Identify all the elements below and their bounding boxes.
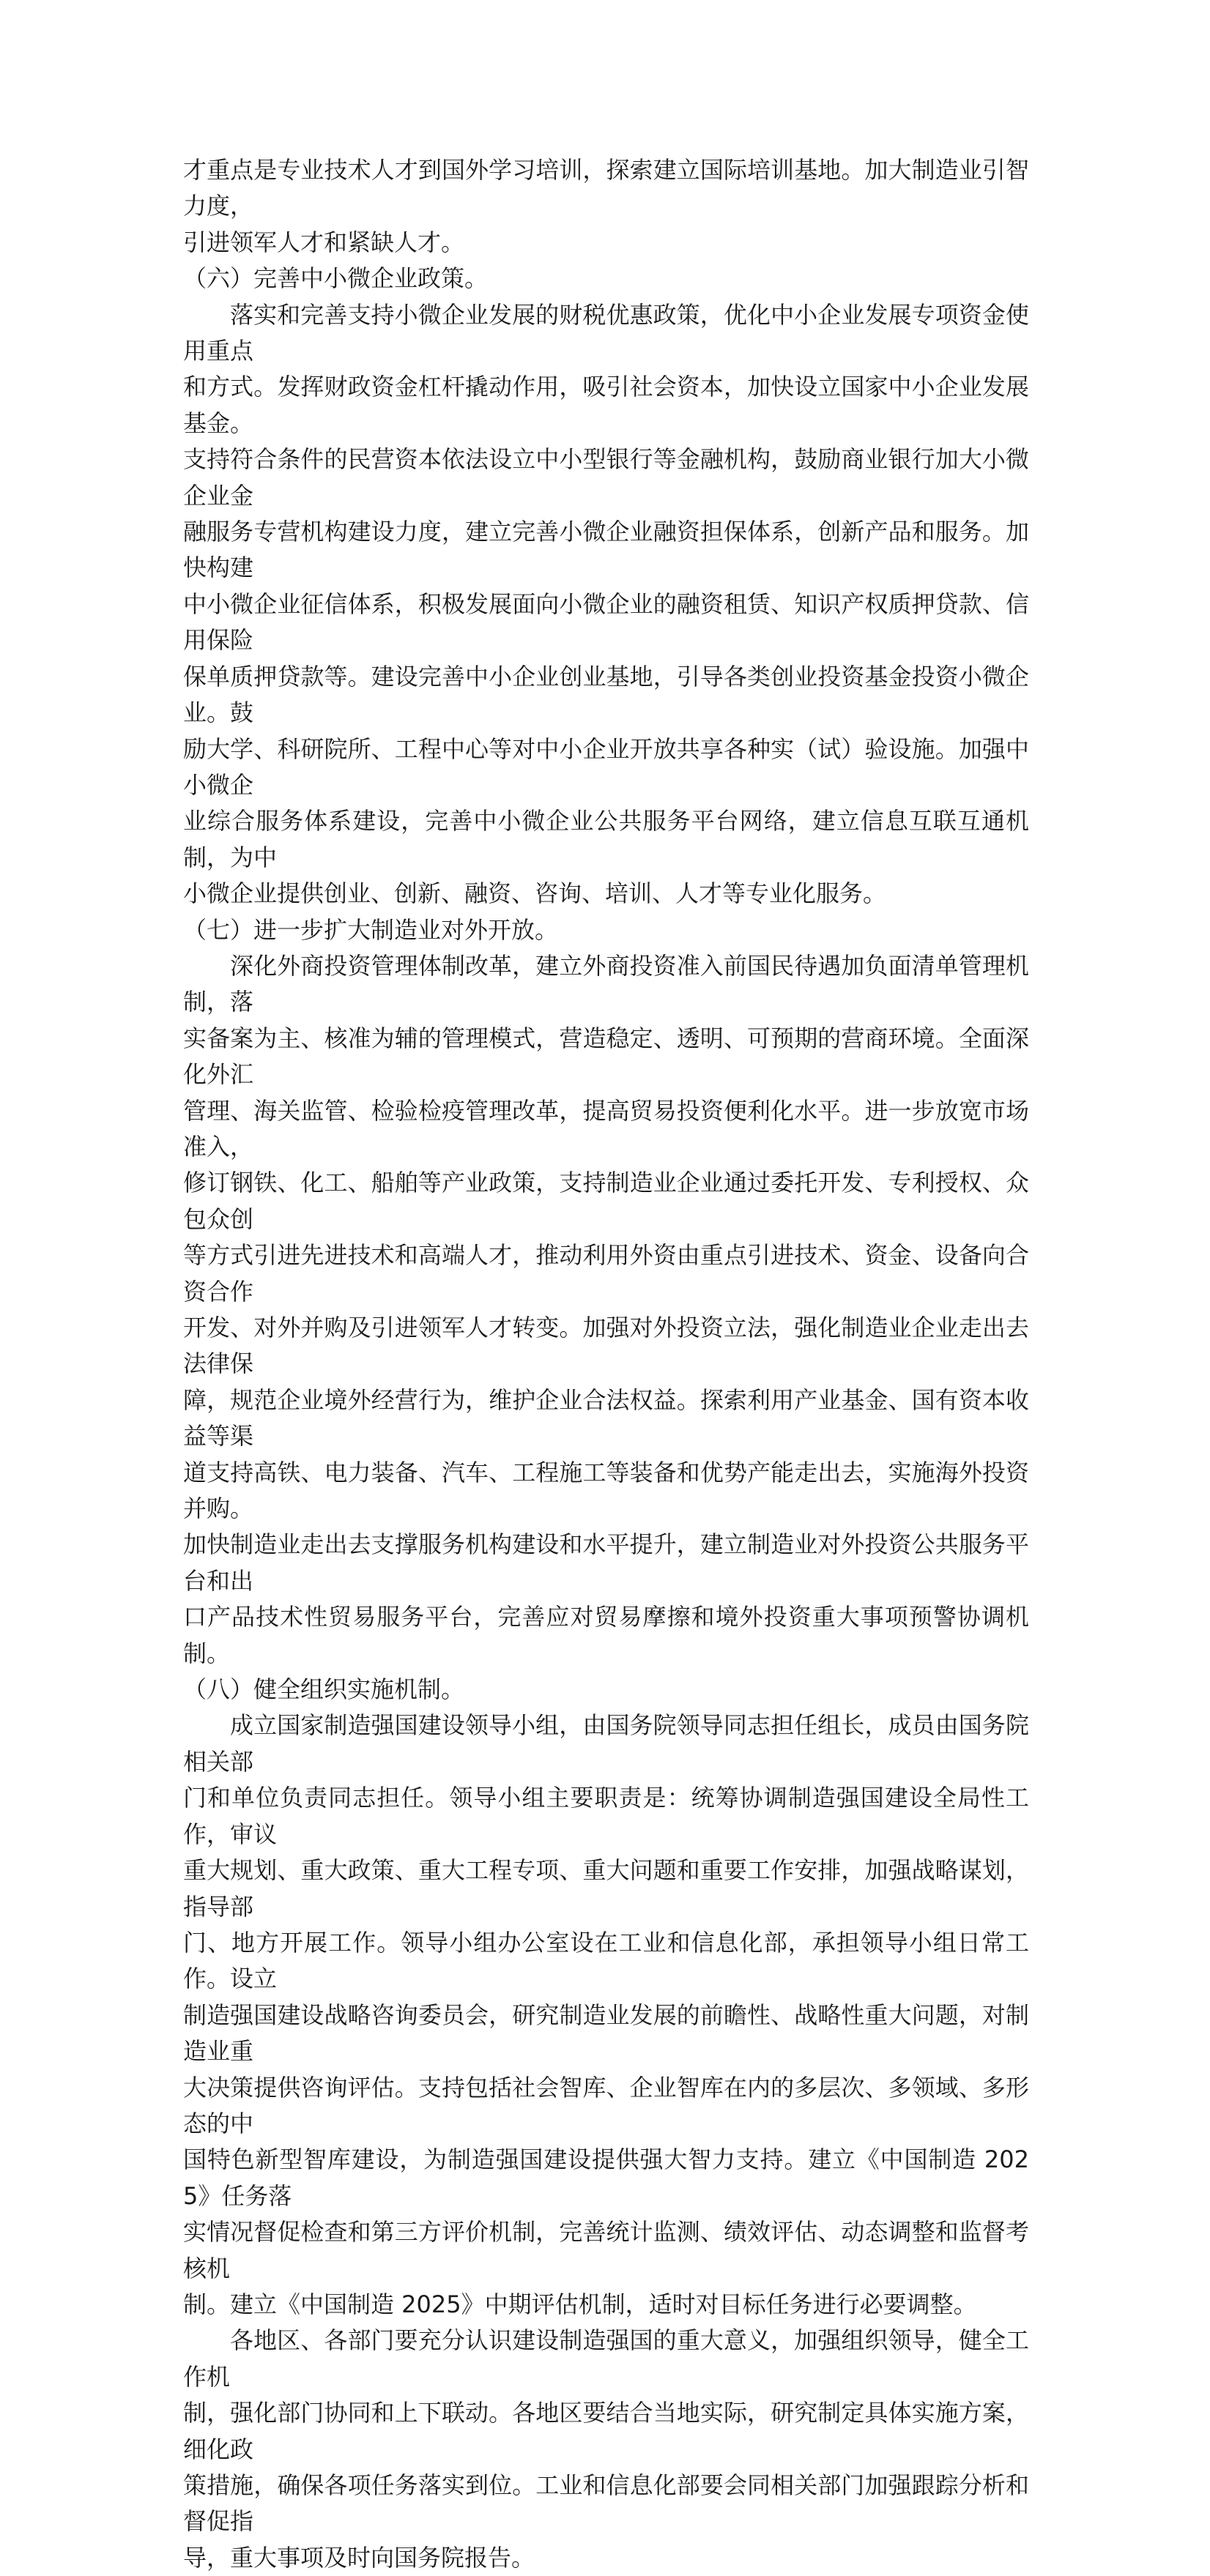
- section-heading-8: （八）健全组织实施机制。: [183, 1675, 465, 1704]
- paragraph-organization: 成立国家制造强国建设领导小组，由国务院领导同志担任组长，成员由国务院相关部 门和单位负责同志担任。领导小组主要职责是：统筹协调制造强国建设全局性工作，审议 重大规划、重大政策、重大工程专项、重大问题和重要工作安排，加强战略谋划，指导部 门、地方开展工作。领导小组办公室设在工业和信息化部，承担领导小组日常工作。设立 制造强国建设战略咨询委员会，研究制造业发展的前瞻性、战略性重大问题，对制造业重 大决策提供咨询评估。支持包括社会智库、企业智库在内的多层次、多领域、多形态的中 国特色新型智库建设，为制造强国建设提供强大智力支持。建立《中国制造 2025》任务落 实情况督促检查和第三方评价机制，完善统计监测、绩效评估、动态调整和监督考核机 制。建立《中国制造 2025》中期评估机制，适时对目标任务进行必要调整。: [183, 1711, 1029, 2318]
- paragraph-continuation: 才重点是专业技术人才到国外学习培训，探索建立国际培训基地。加大制造业引智力度， 引进领军人才和紧缺人才。: [183, 156, 1029, 256]
- paragraph-implementation: 各地区、各部门要充分认识建设制造强国的重大意义，加强组织领导，健全工作机 制，强化部门协同和上下联动。各地区要结合当地实际，研究制定具体实施方案，细化政 策措施，确保各项任务落实到位。工业和信息化部要会同相关部门加强跟踪分析和督促指 导，重大事项及时向国务院报告。: [183, 2326, 1029, 2572]
- document-body: [183, 152, 1029, 2576]
- paragraph-opening-up: 深化外商投资管理体制改革，建立外商投资准入前国民待遇加负面清单管理机制，落 实备案为主、核准为辅的管理模式，营造稳定、透明、可预期的营商环境。全面深化外汇 管理、海关监管、检验检疫管理改革，提高贸易投资便利化水平。进一步放宽市场准入， 修订钢铁、化工、船舶等产业政策，支持制造业企业通过委托开发、专利授权、众包众创 等方式引进先进技术和高端人才，推动利用外资由重点引进技术、资金、设备向合资合作 开发、对外并购及引进领军人才转变。加强对外投资立法，强化制造业企业走出去法律保 障，规范企业境外经营行为，维护企业合法权益。探索利用产业基金、国有资本收益等渠 道支持高铁、电力装备、汽车、工程施工等装备和优势产能走出去，实施海外投资并购。 加快制造业走出去支撑服务机构建设和水平提升，建立制造业对外投资公共服务平台和出 口产品技术性贸易服务平台，完善应对贸易摩擦和境外投资重大事项预警协调机制。: [183, 951, 1029, 1667]
- section-heading-7: （七）进一步扩大制造业对外开放。: [183, 915, 559, 944]
- section-heading-6: （六）完善中小微企业政策。: [183, 264, 489, 293]
- paragraph-sme-policy: 落实和完善支持小微企业发展的财税优惠政策，优化中小企业发展专项资金使用重点 和方式。发挥财政资金杠杆撬动作用，吸引社会资本，加快设立国家中小企业发展基金。 支持符合条件的民营资本依法设立中小型银行等金融机构，鼓励商业银行加大小微企业金 融服务专营机构建设力度，建立完善小微企业融资担保体系，创新产品和服务。加快构建 中小微企业征信体系，积极发展面向小微企业的融资租赁、知识产权质押贷款、信用保险 保单质押贷款等。建设完善中小企业创业基地，引导各类创业投资基金投资小微企业。鼓 励大学、科研院所、工程中心等对中小企业开放共享各种实（试）验设施。加强中小微企 业综合服务体系建设，完善中小微企业公共服务平台网络，建立信息互联互通机制，为中 小微企业提供创业、创新、融资、咨询、培训、人才等专业化服务。: [183, 300, 1029, 908]
